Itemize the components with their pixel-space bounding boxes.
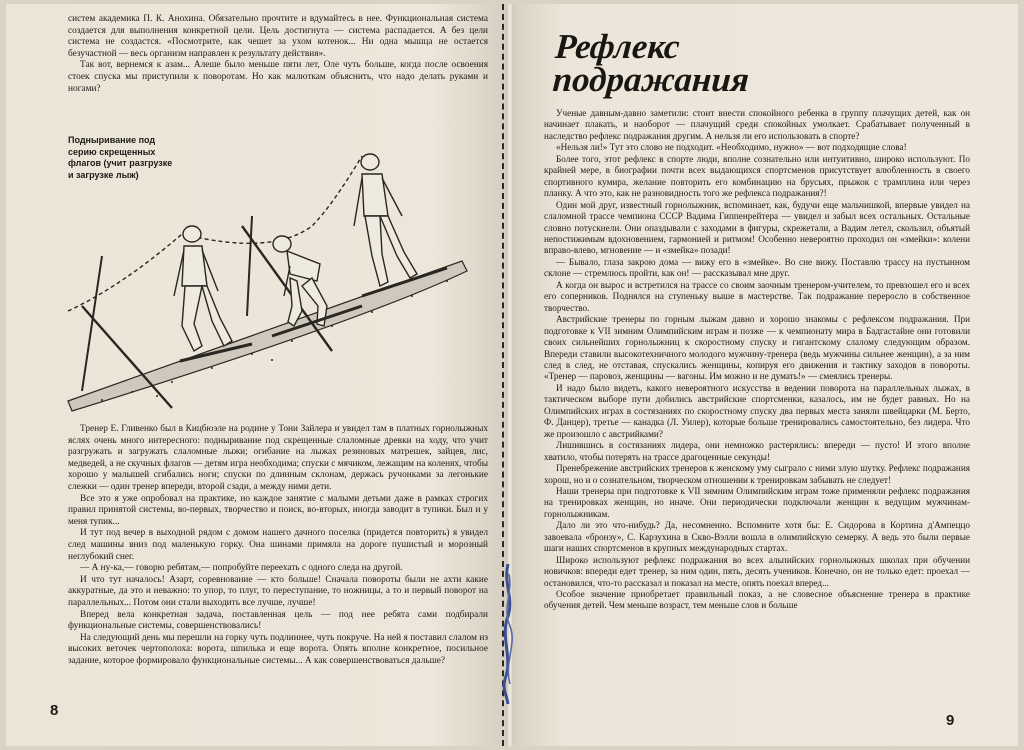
page-number-right: 9 <box>946 712 955 729</box>
left-body-text <box>68 424 488 667</box>
paragraph: Лишившись в состязаниях лидера, они немножко растерялись: впереди — пусто! И этого вполне хватило, чтобы потерять на трассе драгоценные секунды! <box>544 440 970 462</box>
binding-thread <box>493 564 523 704</box>
paragraph: Один мой друг, известный горнолыжник, вспоминает, как, будучи еще мальчишкой, впервые увидел на слаломной трассе чемпиона СССР Вадима Гиппенрейтера — увидел и забыл всех остальных. Остальные словно потускнели. Они опаздывали с заходами в фигуры, скрежетали, а Вадим летел, скользил, объятый непостижимым вдохновением, гармонией и ритмом! Особенно невероятно проходил он «змейки»: колени вправо-влево, мгновение — и «змейка» позади! <box>544 199 970 256</box>
paragraph: Ученые давным-давно заметили: стоит внести спокойного ребенка в группу плачущих детей, как он начинает плакать, и наоборот — плачущий среди спокойных умолкает. Срабатывает полученный в наследство рефлекс подражания другим. А нельзя ли его использовать в спорте? <box>544 108 970 141</box>
chapter-title <box>551 27 807 99</box>
paragraph: Так вот, вернемся к азам... Алеше было меньше пяти лет, Оле чуть больше, когда после освоения стоек спуска мы приступили к поворотам. Но как малюткам объяснить, что надо делать руками и ногами? <box>68 60 488 94</box>
left-top-text <box>68 14 488 95</box>
paragraph: — А ну-ка,— говорю ребятам,— попробуйте переехать с одного следа на другой. <box>80 563 403 574</box>
paragraph: Более того, этот рефлекс в спорте люди, вполне сознательно или интуитивно, широко используют. По крайней мере, в биографии почти всех выдающихся спортсменов присутствует влюбленность в своего спортивного кумира, желание повторить его комбинацию на брусьях, прыжок с трамплина или через планку. А что это, как не разновидность того же рефлекса подражания?! <box>544 153 970 199</box>
paragraph: Все это я уже опробовал на практике, но каждое занятие с малыми детьми даже в рамках строгих правил принятой системы, во-первых, творчество и поиск, во-вторых, иногда заводит в тупики. Был и у меня тупик... <box>68 493 488 527</box>
right-page <box>514 4 1018 746</box>
paragraph: «Нельзя ли!» Тут это слово не подходит. «Необходимо, нужно» — вот подходящие слова! <box>556 142 907 153</box>
paragraph: Тренер Е. Гливенко был в Кицбюэле на родине у Тони Зайлера и увидел там в платных горнолыжных яслях очень много интересного: подныривание под скрещенные слаломные древки на ходу, что учит разгружать и загружать слаломные лыжи; огибание на лыжах резиновых матрешек, зайцев, лис, медведей, а не скучных флагов — детям игра необходима; спуски с мячиком, лежащим на коленях, чтобы хорошо у малышей сгибались ноги; спуски по длинным склонам, держась ручонками за легонькие слежки — один тренер впереди, второй сзади, а между ними дети. <box>68 424 488 492</box>
paragraph: Наши тренеры при подготовке к VII зимним Олимпийским играм тоже применяли рефлекс подражания на тренировках женщин, но иначе. Они периодически подключали женщин к ведущим мужчинам-горнолыжникам. <box>544 485 970 519</box>
paragraph: Австрийские тренеры по горным лыжам давно и хорошо знакомы с рефлексом подражания. При подготовке к VII зимним Олимпийским играм и позже — к чемпионату мира в Бадгастайне они готовили своих сильнейших горнолыжниц к скоростному спуску и гигантскому слалому следующим образом. Впереди ставили высокотехничного молодого мужчину-тренера (ведь мужчины сильнее женщин), а за ним след в след, не отставая, спускались женщины, копируя его движения и тактику заходов в повороты. «Тренер — паровоз, женщины — вагоны. Им можно и не думать!» — смеялись тренеры. <box>544 314 970 382</box>
paragraph: И тут под вечер в выходной рядом с домом нашего дачного поселка (придется повторить) я увидел след машины вниз под маленькую горку. Она шинами примяла на дороге пушистый и морозный неглубокий снег. <box>68 528 488 562</box>
title-line: Рефлекс <box>553 27 681 66</box>
paragraph: А когда он вырос и встретился на трассе со своим заочным тренером-учителем, то превзошел его и всех его соперников. Поднялся на ступеньку выше в мастерстве. Так подражание переросло в собственное творчество. <box>544 279 970 313</box>
paragraph: — Бывало, глаза закрою дома — вижу его в «змейке». Во сне вижу. Поставлю трассу на пустынном склоне — стремлюсь пройти, как он! — рассказывал мне друг. <box>544 256 970 279</box>
paragraph: Особое значение приобретает правильный показ, а не словесное объяснение тренера в практике обучения детей. Чем меньше возраст, тем меньше слов и больше <box>544 589 970 611</box>
book-spread <box>6 4 1018 746</box>
paragraph: И что тут началось! Азарт, соревнование — кто больше! Сначала повороты были не ахти какие аккуратные, да это и неважно: то упор, то плуг, то переступание, то ножницы, а то и первый поворот на параллельных... Потом они стали выходить все лучше, лучше! <box>68 574 488 608</box>
paragraph: Широко используют рефлекс подражания во всех альпийских горнолыжных школах при обучении новичков: впереди едет тренер, за ним один, пять, десять учеников. Конечно, он не только едет: проехал — остановился, что-то рассказал и показал на месте, опять поехал вперед... <box>544 554 970 588</box>
right-body-text <box>544 108 970 612</box>
paragraph: систем академика П. К. Анохина. Обязательно прочтите и вдумайтесь в нее. Функциональная система создается для выполнения конкретной цели. Цель достигнута — система распадается. А без цели система не создастся. «Посмотрите, как чешет за ухом котенок... Ни одна мышца не остается безучастной — весь организм направлен к результату действия». <box>68 14 488 59</box>
skier-illustration <box>62 146 472 416</box>
left-page <box>6 4 506 746</box>
paragraph: Пренебрежение австрийских тренеров к женскому уму сыграло с ними злую шутку. Рефлекс подражания хорош, но и о сознательном, творческом отношении к тренировкам забывать не следует! <box>544 463 970 485</box>
paragraph: На следующий день мы перешли на горку чуть подлиннее, чуть покруче. На ней я поставил слалом из высоких веточек чертополоха: ворота, шпилька и еще ворота. Опять вполне конкретное, посильное задание, которое формировало функциональные системы... А как совершенствоваться дальше? <box>68 632 488 666</box>
title-line: подражания <box>551 60 751 99</box>
paragraph: Дало ли это что-нибудь? Да, несомненно. Вспомните хотя бы: Е. Сидорова в Кортина д'Ампеццо завоевала «бронзу», С. Карзухина в Скво-Вэлли вошла в олимпийскую семерку. А ведь это были первые шаги наших спортсменов в крупных международных стартах. <box>544 520 970 554</box>
paragraph: И надо было видеть, какого невероятного искусства в ведении поворота на параллельных лыжах, в тактическом выборе пути добились австрийские спортсменки, казалось, им не будет равных. Но на Олимпийских играх в состязаниях по скоростному спуску два первых места заняли швейцарки (М. Берто, Ф. Данцер), третье — канадка (Л. Уилер), которые больше тренировались самостоятельно, без лидера. Что же произошло с австрийками? <box>544 382 970 439</box>
paragraph: Вперед вела конкретная задача, поставленная цель — под нее ребята сами подбирали функциональные системы, совершенствовались! <box>68 609 488 632</box>
illustration-caption: Подныривание под серию скрещенных флагов (учит разгрузке и загрузке лыж) <box>68 135 173 180</box>
page-number-left: 8 <box>50 702 59 719</box>
